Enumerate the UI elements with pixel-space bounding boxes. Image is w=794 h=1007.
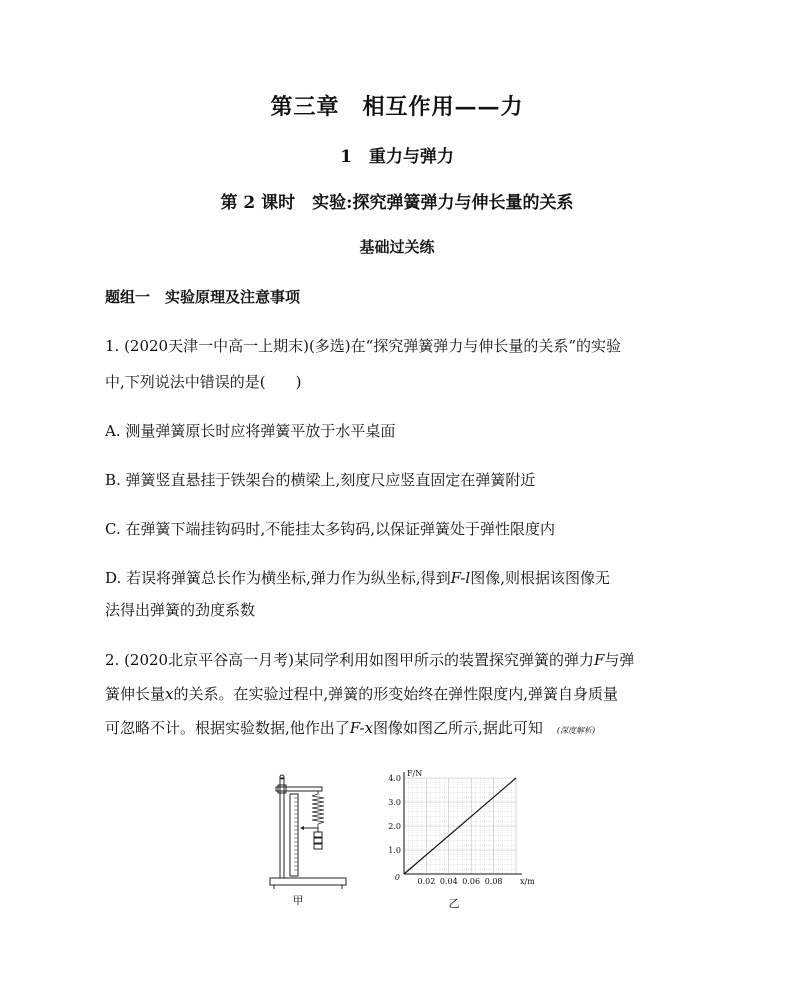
spring bbox=[312, 791, 324, 828]
y-axis-label: F/N bbox=[407, 769, 423, 778]
stand-base bbox=[270, 878, 346, 885]
lesson-title: 第 2 课时 实验:探究弹簧弹力与伸长量的关系 bbox=[220, 193, 574, 213]
figure-right-caption: 乙 bbox=[448, 897, 460, 910]
level-heading: 基础过关练 bbox=[359, 238, 435, 256]
q2-line3-pre: 可忽略不计。根据实验数据,他作出了 bbox=[105, 719, 350, 737]
weight-2 bbox=[314, 838, 322, 843]
x-tick-label: 0.08 bbox=[484, 877, 503, 886]
q1-option-d-var: F-l bbox=[450, 569, 471, 587]
q1-option-a: A. 测量弹簧原长时应将弹簧平放于水平桌面 bbox=[105, 422, 396, 440]
q2-line1-pre: 2. (2020北京平谷高一月考)某同学利用如图甲所示的装置探究弹簧的弹力 bbox=[105, 651, 594, 669]
y-tick-label: 1.0 bbox=[388, 846, 401, 855]
y-tick-label: 3.0 bbox=[388, 798, 401, 807]
q1-option-c: C. 在弹簧下端挂钩码时,不能挂太多钩码,以保证弹簧处于弹性限度内 bbox=[105, 520, 556, 538]
origin-label: 0 bbox=[394, 873, 400, 882]
x-axis-label: x/m bbox=[520, 877, 535, 886]
q1-option-b: B. 弹簧竖直悬挂于铁架台的横梁上,刻度尺应竖直固定在弹簧附近 bbox=[105, 471, 536, 489]
q2-line1-post: 与弹 bbox=[604, 651, 635, 669]
clamp bbox=[278, 785, 286, 793]
q2-line2-pre: 簧伸长量 bbox=[105, 685, 166, 703]
q2-stem-line1 bbox=[105, 650, 634, 670]
x-tick-label: 0.02 bbox=[417, 877, 436, 886]
q2-line3-var: F-x bbox=[349, 719, 374, 737]
x-tick-label: 0.04 bbox=[439, 877, 458, 886]
q1-option-d-post: 图像,则根据该图像无 bbox=[470, 569, 610, 587]
cross-beam bbox=[276, 787, 322, 791]
group-heading: 题组一 实验原理及注意事项 bbox=[105, 288, 301, 306]
q2-line2-x: x bbox=[165, 685, 174, 703]
figure-left-caption: 甲 bbox=[292, 894, 304, 907]
x-tick-label: 0.06 bbox=[462, 877, 481, 886]
q1-option-d-pre: D. 若误将弹簧总长作为横坐标,弹力作为纵坐标,得到 bbox=[105, 569, 451, 587]
q2-stem-line3 bbox=[105, 718, 595, 741]
q2-stem-line2 bbox=[105, 684, 618, 704]
weight-1 bbox=[314, 832, 322, 837]
q2-line1-F: F bbox=[593, 651, 605, 669]
spring-apparatus-figure bbox=[266, 772, 350, 890]
q1-stem-line2: 中,下列说法中错误的是( ) bbox=[105, 373, 302, 391]
q1-option-d bbox=[105, 568, 610, 588]
chapter-title: 第三章 相互作用——力 bbox=[270, 94, 524, 120]
y-tick-label: 2.0 bbox=[388, 822, 401, 831]
y-tick-label: 4.0 bbox=[388, 774, 401, 783]
q2-line3-post: 图像如图乙所示,据此可知 bbox=[373, 719, 543, 737]
q2-line2-post: 的关系。在实验过程中,弹簧的形变始终在弹性限度内,弹簧自身质量 bbox=[173, 685, 619, 703]
q1-option-d-line2: 法得出弹簧的劲度系数 bbox=[105, 601, 256, 619]
deep-analysis-note: (深度解析) bbox=[556, 726, 596, 735]
section-title: 1 重力与弹力 bbox=[340, 147, 454, 167]
weight-3 bbox=[314, 844, 322, 849]
f-x-chart bbox=[378, 768, 535, 892]
q1-stem-line1: 1. (2020天津一中高一上期末)(多选)在“探究弹簧弹力与伸长量的关系”的实验 bbox=[105, 337, 622, 355]
pointer-arrowhead bbox=[300, 826, 304, 830]
